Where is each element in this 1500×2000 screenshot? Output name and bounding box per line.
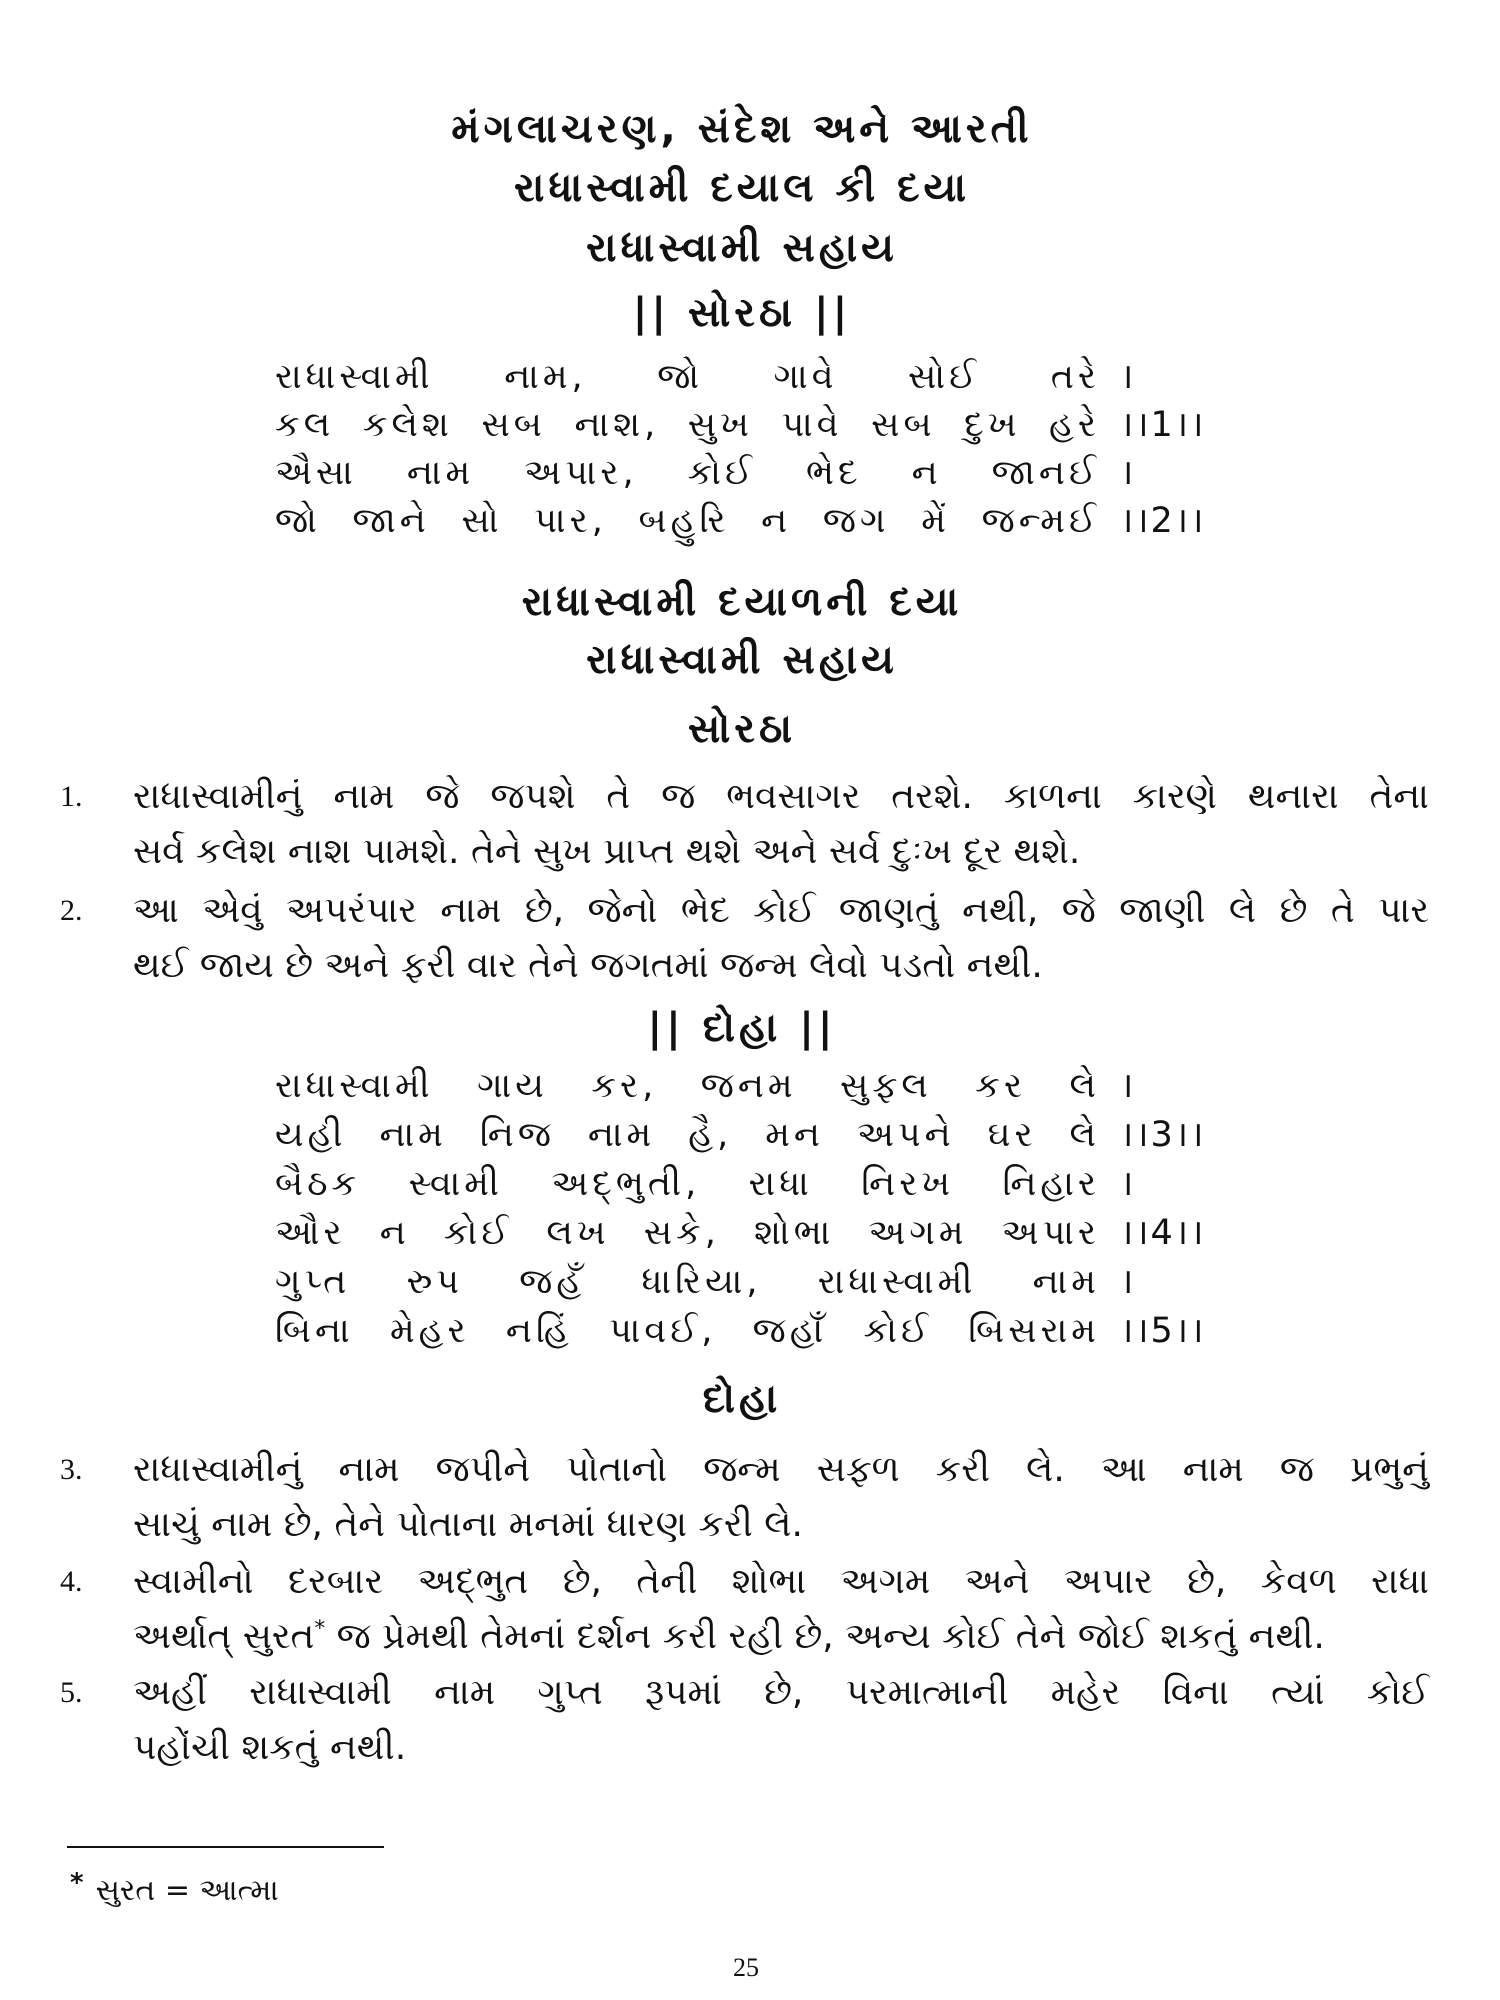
verse-line xyxy=(275,401,1275,449)
footnote-text: સુરત = આત્મા xyxy=(95,1873,279,1908)
paragraph-number: 3. xyxy=(60,1453,83,1486)
paragraph-number: 1. xyxy=(60,780,83,813)
page-number: 25 xyxy=(733,1953,759,1982)
doha-meaning-heading: દોહા xyxy=(702,1376,782,1422)
verse-end-mark: । xyxy=(1120,1066,1136,1106)
verse-end-mark: ।।2।। xyxy=(1120,501,1206,541)
paragraph-body xyxy=(133,1554,1429,1664)
page-title: મંગલાચરણ, સંદેશ અને આરતી xyxy=(451,106,1033,152)
paragraph-number: 5. xyxy=(60,1676,83,1709)
paragraph-line-text: જ પ્રેમથી તેમનાં દર્શન કરી રહી છે, અન્ય કોઈ તેને જોઈ શકતું નથી. xyxy=(325,1616,1325,1657)
verse-line xyxy=(275,1209,1275,1258)
verse-text: ઐસા નામ અપાર, કોઈ ભેદ ન જાનઈ xyxy=(275,453,1100,493)
paragraph-line: રાધાસ્વામીનું નામ જપીને પોતાનો જન્મ સફળ કરી લે. આ નામ જ પ્રભુનું xyxy=(133,1449,1429,1490)
paragraph-line: સ્વામીનો દરબાર અદ્‌ભુત છે, તેની શોભા અગમ અને અપાર છે, કેવળ રાધા xyxy=(133,1561,1429,1602)
verse-text: બિના મેહર નહિં પાવઈ, જહાઁ કોઈ બિસરામ xyxy=(275,1311,1100,1351)
paragraph-number: 2. xyxy=(60,894,83,927)
paragraph-line: રાધાસ્વામીનું નામ જે જપશે તે જ ભવસાગર તરશે. કાળના કારણે થનારા તેના xyxy=(133,776,1429,817)
verse-end-mark: ।।3।। xyxy=(1120,1115,1206,1155)
verse-line xyxy=(275,353,1275,401)
footnote xyxy=(70,1868,279,1914)
verse-text: ઔર ન કોઈ લખ સકે, શોભા અગમ અપાર xyxy=(275,1213,1100,1253)
sortha-verses xyxy=(275,353,1275,545)
verse-end-mark: । xyxy=(1120,453,1136,493)
footnote-reference-marker: * xyxy=(314,1616,326,1641)
verse-line xyxy=(275,497,1275,545)
verse-end-mark: ।।5।। xyxy=(1120,1311,1206,1351)
verse-text: યહી નામ નિજ નામ હૈ, મન અપને ઘર લે xyxy=(275,1115,1100,1155)
numbered-paragraph xyxy=(0,1554,1500,1664)
verse-end-mark: । xyxy=(1120,1262,1136,1302)
numbered-paragraph xyxy=(0,769,1500,879)
paragraph-line: સાચું નામ છે, તેને પોતાના મનમાં ધારણ કરી લે. xyxy=(133,1504,803,1545)
numbered-paragraph xyxy=(0,1665,1500,1775)
paragraph-line: અહીં રાધાસ્વામી નામ ગુપ્ત રૂપમાં છે, પરમાત્માની મહેર વિના ત્યાં કોઈ xyxy=(133,1672,1429,1713)
verse-text: કલ કલેશ સબ નાશ, સુખ પાવે સબ દુખ હરે xyxy=(275,405,1100,445)
verse-text: રાધાસ્વામી ગાય કર, જનમ સુફલ કર લે xyxy=(275,1066,1100,1106)
sortha-heading: || સોરઠા || xyxy=(632,290,852,336)
paragraph-body xyxy=(133,769,1429,879)
verse-line xyxy=(275,1307,1275,1356)
verse-end-mark: । xyxy=(1120,357,1136,397)
page-subtitle: રાધાસ્વામી દયાલ કી દયા xyxy=(513,165,971,211)
paragraph-line-text: અર્થાત્ સુરત xyxy=(133,1616,315,1657)
verse-text: ગુપ્ત રુપ જહઁ ધારિયા, રાધાસ્વામી નામ xyxy=(275,1262,1100,1302)
doha-verses xyxy=(275,1062,1275,1356)
paragraph-line: થઈ જાય છે અને ફરી વાર તેને જગતમાં જન્મ લેવો પડતો નથી. xyxy=(133,945,1043,986)
verse-text: રાધાસ્વામી નામ, જો ગાવે સોઈ તરે xyxy=(275,357,1100,397)
verse-text: જો જાને સો પાર, બહુરિ ન જગ મેં જન્મઈ xyxy=(275,501,1100,541)
verse-line xyxy=(275,1258,1275,1307)
paragraph-line: આ એવું અપરંપાર નામ છે, જેનો ભેદ કોઈ જાણતું નથી, જે જાણી લે છે તે પાર xyxy=(133,890,1429,931)
verse-end-mark: ।।1।। xyxy=(1120,405,1206,445)
paragraph-line: સર્વ કલેશ નાશ પામશે. તેને સુખ પ્રાપ્ત થશે અને સર્વ દુઃખ દૂર થશે. xyxy=(133,831,1081,872)
paragraph-number: 4. xyxy=(60,1565,83,1598)
meaning-heading-2: રાધાસ્વામી સહાય xyxy=(586,637,898,683)
verse-line xyxy=(275,1111,1275,1160)
sortha-meaning-heading: સોરઠા xyxy=(687,706,797,752)
paragraph-body xyxy=(133,1665,1429,1775)
sahay-heading: રાધાસ્વામી સહાય xyxy=(586,225,898,271)
doha-heading: || દોહા || xyxy=(647,1005,837,1051)
paragraph-body xyxy=(133,883,1429,993)
verse-end-mark: ।।4।। xyxy=(1120,1213,1206,1253)
paragraph-line xyxy=(133,1609,1429,1664)
meaning-heading-1: રાધાસ્વામી દયાળની દયા xyxy=(521,579,963,625)
footnote-divider xyxy=(67,1846,384,1848)
numbered-paragraph xyxy=(0,883,1500,993)
verse-line xyxy=(275,1062,1275,1111)
footnote-marker: * xyxy=(70,1868,84,1898)
paragraph-line: પહોંચી શકતું નથી. xyxy=(133,1727,407,1768)
verse-line xyxy=(275,449,1275,497)
verse-end-mark: । xyxy=(1120,1164,1136,1204)
verse-line xyxy=(275,1160,1275,1209)
numbered-paragraph xyxy=(0,1442,1500,1552)
verse-text: બૈઠક સ્વામી અદ્‌ભુતી, રાધા નિરખ નિહાર xyxy=(275,1164,1100,1204)
paragraph-body xyxy=(133,1442,1429,1552)
